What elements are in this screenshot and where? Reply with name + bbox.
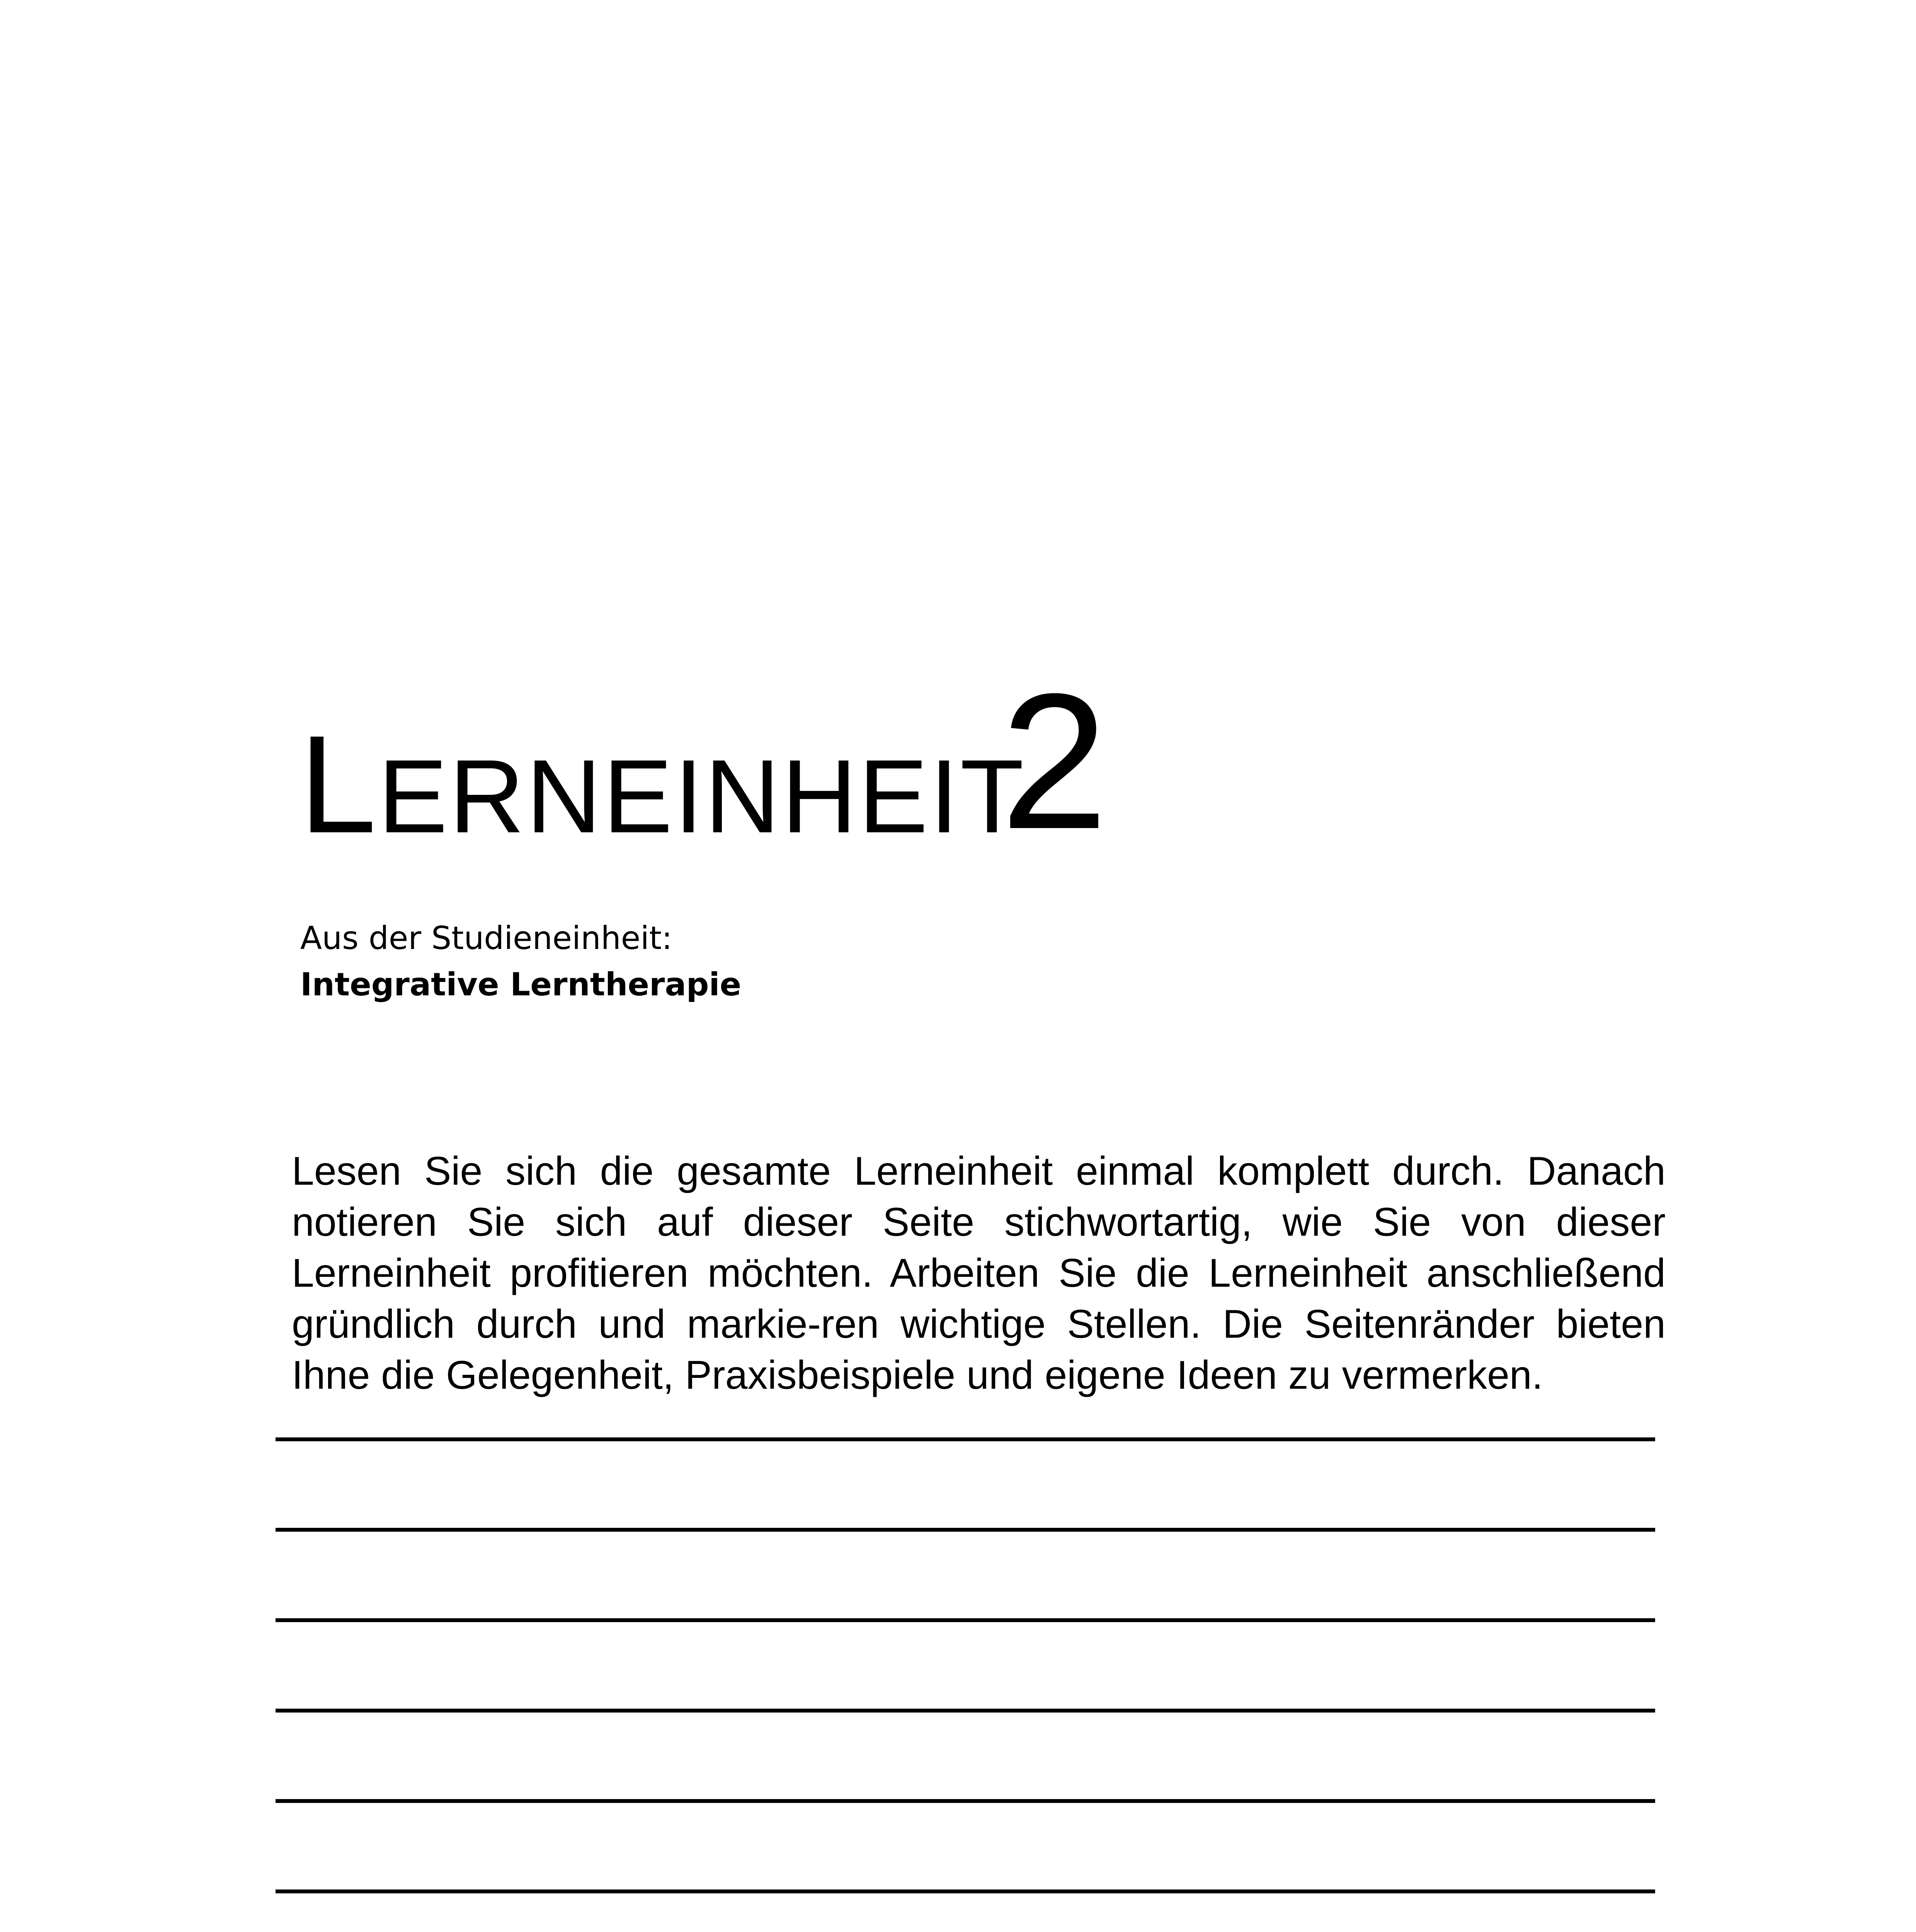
source-title: Integrative Lerntherapie <box>300 966 742 1003</box>
source-label: Aus der Studieneinheit: <box>300 920 672 957</box>
intro-paragraph: Lesen Sie sich die gesamte Lerneinheit einmal komplett durch. Danach notieren Sie sich auf dieser Seite stichwortartig, wie Sie von dieser Lerneinheit profitieren möchten. Arbeiten Sie die Lerneinheit anschließend gründlich durch und markie-ren wichtige Stellen. Die Seitenränder bieten Ihne die Gelegenheit, Praxisbeispiele und eigene Ideen zu vermerken. <box>292 1149 1666 1398</box>
unit-heading-rest: ERNEINHEIT <box>378 738 1026 855</box>
note-line <box>276 1528 1655 1532</box>
note-line <box>276 1618 1655 1622</box>
note-line <box>276 1889 1655 1893</box>
unit-number: 2 <box>1001 653 1108 869</box>
note-line <box>276 1709 1655 1713</box>
unit-heading-initial: L <box>299 707 378 862</box>
note-line <box>276 1437 1655 1441</box>
unit-heading-word <box>299 707 1026 862</box>
note-line <box>276 1799 1655 1803</box>
